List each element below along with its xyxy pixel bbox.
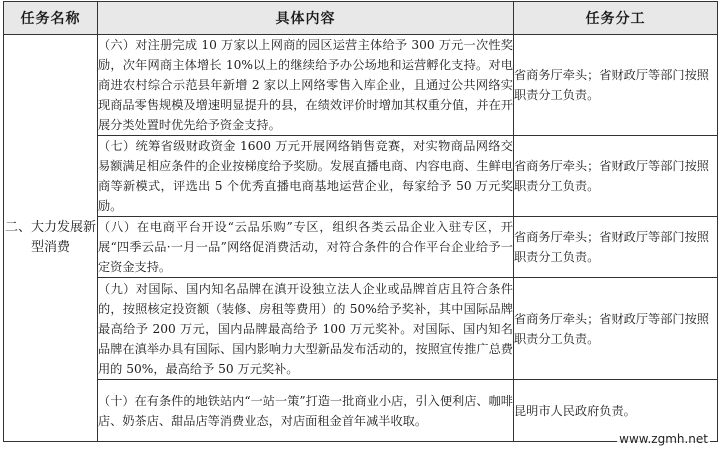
content-cell: （十）在有条件的地铁站内“一站一策”打造一批商业小店，引入便利店、咖啡店、奶茶店、甜品店等消费业态，对店面租金首年减半收取。 [98,380,514,442]
header-row [4,2,718,35]
header-task-name: 任务名称 [4,2,98,35]
content-cell: （八）在电商平台开设“云品乐购”专区，组织各类云品企业入驻专区，开展“四季云品·一月一品”网络促消费活动，对符合条件的合作平台企业给予一定资金支持。 [98,217,514,278]
category-cell: 二、大力发展新型消费 [4,35,98,442]
content-cell: （六）对注册完成 10 万家以上网商的园区运营主体给予 300 万元一次性奖励，次年网商主体增长 10%以上的继续给予办公场地和运营孵化支持。对电商进农村综合示范县年新增 2 家以上网络零售入库企业，且通过公共网络实现商品零售规模及增速明显提升的县，在绩效评价时增加其权重分值，并在开展分类处置时优先给予资金支持。 [98,35,514,136]
header-division: 任务分工 [514,2,718,35]
table-row [4,217,718,278]
division-cell: 省商务厅牵头；省财政厅等部门按照职责分工负责。 [514,136,718,217]
policy-table [3,1,718,442]
division-cell: 省商务厅牵头；省财政厅等部门按照职责分工负责。 [514,278,718,380]
table-row [4,35,718,136]
division-cell: 省商务厅牵头；省财政厅等部门按照职责分工负责。 [514,35,718,136]
table-row [4,380,718,442]
table-row [4,278,718,380]
content-cell: （七）统筹省级财政资金 1600 万元开展网络销售竞赛，对实物商品网络交易额满足相应条件的企业按梯度给予奖励。发展直播电商、内容电商、生鲜电商等新模式，评选出 5 个优秀直播电商基地运营企业，每家给予 50 万元奖励。 [98,136,514,217]
division-cell: 昆明市人民政府负责。 [514,380,718,442]
content-cell: （九）对国际、国内知名品牌在滇开设独立法人企业或品牌首店且符合条件的，按照核定投资额（装修、房租等费用）的 50%给予奖补，其中国际品牌最高给予 200 万元，国内品牌最高给予 100 万元奖补。对国际、国内知名品牌在滇举办具有国际、国内影响力大型新品发布活动的，按照宣传推广总费用的 50%，最高给予 50 万元奖补。 [98,278,514,380]
header-content: 具体内容 [98,2,514,35]
watermark: www.zgmh.net [619,432,708,446]
division-cell: 省商务厅牵头；省财政厅等部门按照职责分工负责。 [514,217,718,278]
table-row [4,136,718,217]
